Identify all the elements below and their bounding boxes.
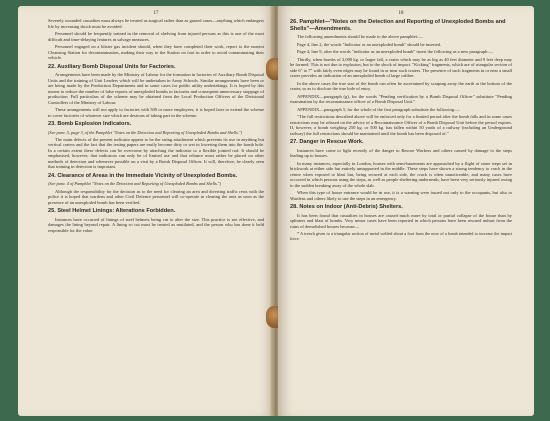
page-number: 17 xyxy=(153,11,159,16)
paragraph: In many instances, especially in London, houses with semi-basements are approached by a flight of stone steps set in brickwork at either side but entirely unsupported in the middle. These steps have shown a strong tendency to crack in the centre when exposed to blast but, being secured at each side, the crack is often unnoticeable, and many cases have occurred in which persons using the steps, as well as people sheltering underneath, have been very seriously injured owing to the sudden breaking away of the whole slab. xyxy=(290,160,512,188)
section-heading: 28. Notes on Indoor (Anti-Debris) Shelters. xyxy=(290,204,403,210)
section-heading: 26. Pamphlet—"Notes on the Detection and Reporting of Unexploded Bombs and Shells"—Amendments. xyxy=(290,19,506,32)
right-page xyxy=(278,6,534,416)
appendix-amendment: APPENDIX—paragraph 5, for the whole of the first paragraph substitute the following:— xyxy=(297,106,460,112)
footnote: * A trench given to a triangular section of metal welded about a foot from the nose of a bomb intended to increase the impact force. xyxy=(290,231,512,241)
section-heading: 22. Auxiliary Bomb Disposal Units for Factories. xyxy=(48,63,176,70)
section-heading: 25. Steel Helmet Linings: Alterations Forbidden. xyxy=(48,208,176,215)
left-page xyxy=(18,6,274,416)
paragraph: Instances have occurred of linings of steel helmets being cut to alter the size. This practice is not effective, and damages the lining beyond repair. A lining so cut must be treated as mutilated, and the person who has done it held responsible for the value. xyxy=(48,216,264,233)
paragraph: Severely wounded casualties must always be treated as surgical rather than as gassed cases—anything which endangers life by increasing shock must be avoided. xyxy=(48,18,264,29)
paragraph: In the above cases the true size of the bomb can often be ascertained by scraping away the earth at the bottom of the crater, so as to disclose the true hole of entry. xyxy=(290,80,512,91)
paragraph: It has been found that casualties in houses are caused much more by total or partial collapse of the house than by splinters and blast of bombs. Very minor cases have been reported in which persons have been rescued unhurt from the ruins of demolished houses because— xyxy=(290,212,512,229)
open-booklet xyxy=(18,6,534,416)
paragraph: Instances have come to light recently of the danger to Rescue Workers and others caused by damage to the steps leading up to houses. xyxy=(290,147,512,158)
paragraph: The main defects of the present indicator appear to be the string attachment which prevents its use in anything but vertical craters and the fact that the testing papers are easily become dirty or wet in lowering them into the bomb hole. In a certain extent these defects can be overcome by attaching the indicator to a flexible jointed rod. It should be emphasised, however, that indicators can only be of limited use and that reliance must rather be placed on other methods of detection and whenever possible on a visit by a Bomb Disposal Officer. It will, therefore, be clearly seen that training in detection is important. xyxy=(48,136,264,170)
paragraph: These arrangements will not apply to factories with 500 or more employees; it is hoped later to extend the scheme to cover factories of whatever size which are desirous of taking part in the scheme. xyxy=(48,107,264,118)
paragraph: Page 4, line 2, the words "Indicator or an unexploded bomb" should be inserted. xyxy=(297,41,442,47)
reference-note: (See para. 4 of Pamphlet "Notes on the Detection and Reporting of Unexploded Bombs and Shells.") xyxy=(48,181,221,187)
paragraph: Although the responsibility for the decision as to the need for clearing an area and diverting traffic rests with the police it is hoped that wardens and other Civil Defence personnel will co-operate in clearing the area as soon as the presence of an unexploded bomb has been verified. xyxy=(48,188,264,205)
paragraph: Personnel engaged on a blister gas incident should, when they have completed their work, report to the nearest Cleansing Station for decontamination, making their way to the Station on foot in order to avoid contaminating their vehicle. xyxy=(48,44,264,60)
paragraph: When this type of house entrance would be in use, it is a warning were issued not only to the occupants, but also to Wardens and others likely to use the steps in an emergency. xyxy=(290,190,512,201)
paragraph: Page 4, line 9, after the words "indicator as an unexploded bomb" insert the following as a new paragraph:— xyxy=(297,49,494,54)
section-heading: 27. Danger in Rescue Work. xyxy=(290,139,364,145)
appendix-amendment: APPENDIX—paragraph (g), for the words "Pending verification by a Bomb Disposal Officer" substitute "Pending examination by the reconnaissance officer of a Bomb Disposal Unit." xyxy=(290,93,512,104)
quoted-paragraph: "The full restrictions described above will be enforced only for a limited period after the bomb falls and in some cases restrictions may be relaxed on the advice of a Reconnaissance Officer of a Bomb Disposal Unit before the period expires. If, however, a bomb weighing 250 kg. or 500 kg. has fallen within 50 yards of a railway (including an Underground railway) the full restrictions should be maintained until the bomb has been disposed of." xyxy=(290,114,512,136)
section-heading: 23. Bomb Explosion Indicators. xyxy=(48,121,132,127)
paragraph: The following amendments should be made to the above pamphlet:— xyxy=(297,34,423,39)
page-number: 18 xyxy=(398,11,404,16)
paragraph: Arrangements have been made by the Ministry of Labour for the formation in factories of Auxiliary Bomb Disposal Units and the training of Unit Leaders which will be undertaken in Army Schools. Similar arrangements have been or are being made by the Production Departments and in some cases for public utility undertakings. It is hoped by this means to reduce the number of false reports of unexploded bombs in factories and consequent unnecessary stoppage of production. Full particulars of the scheme may be obtained from the Local Production Officers of the Divisional Controllers of the Ministry of Labour. xyxy=(48,72,264,105)
reference-note: (See para. 5, page 3, of the Pamphlet "Notes on the Detection and Reporting of Unexploded Bombs and Shells.") xyxy=(48,129,243,135)
paragraph: Personnel should be frequently trained in the removal of shelving from injured persons as this is one of the most difficult and time-delaying features in salvage measures. xyxy=(48,31,264,42)
paragraph: Thirdly, when bombs of 2,000 kg. or larger fall, a crater which may be as big as 40 feet diameter and 9 feet deep may be formed. This is not due to explosion, but to the shock of impact. "Kicking" fragments, which are of triangular section of side 6" to 7" with fairly even edges may be found in or near such craters. The presence of such fragments in or near a small crater provides an indication of an unexploded bomb of large calibre. xyxy=(290,56,512,78)
section-heading: 24. Clearance of Areas in the Immediate Vicinity of Unexploded Bombs. xyxy=(48,172,238,179)
